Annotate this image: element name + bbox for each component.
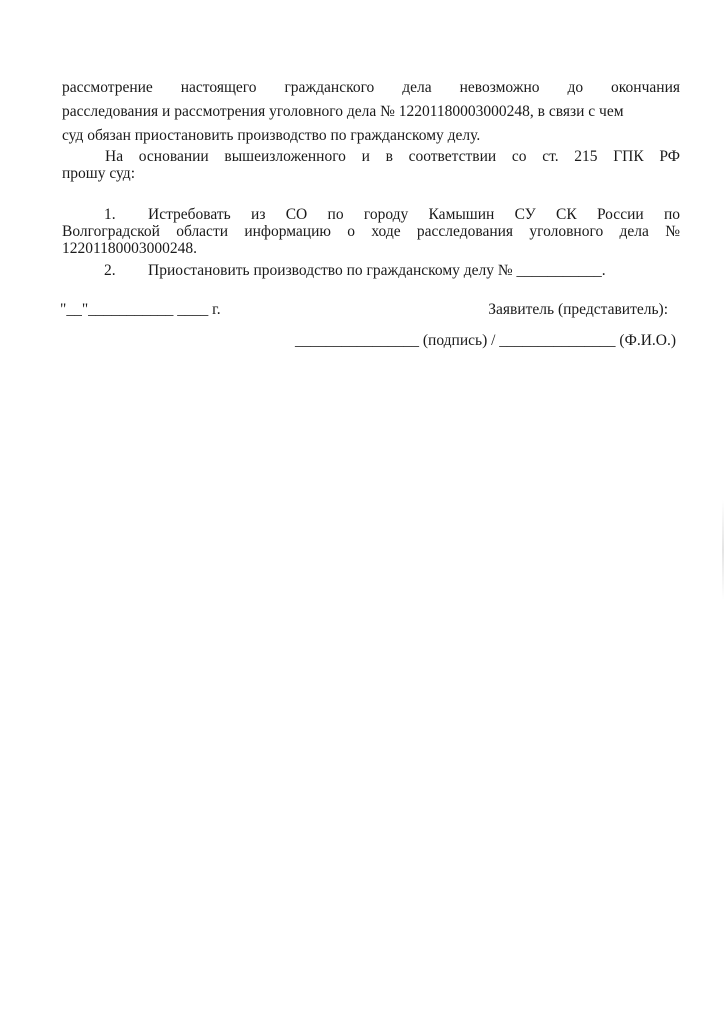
paragraph1-line3: суд обязан приостановить производство по гражданскому делу. <box>62 127 481 144</box>
paragraph1-line1: рассмотрение настоящего гражданского дела невозможно до окончания <box>62 79 680 96</box>
request-1-line2: Волгоградской области информацию о ходе расследования уголовного дела № <box>62 223 680 240</box>
paragraph2-line2: прошу суд: <box>62 165 135 182</box>
request-number-1: 1. <box>104 206 116 223</box>
signature-line: ________________ (подпись) / _______________ (Ф.И.О.) <box>295 332 676 349</box>
request-1-line3: 12201180003000248. <box>62 240 198 257</box>
request-item-2 <box>104 262 680 280</box>
applicant-label: Заявитель (представитель): <box>488 301 668 318</box>
request-1-line1: Истребовать из СО по городу Камышин СУ СК России по <box>148 206 680 223</box>
request-item-1 <box>104 206 680 224</box>
paragraph2-line1: На основании вышеизложенного и в соответствии со ст. 215 ГПК РФ <box>105 148 680 165</box>
paragraph1-line2: расследования и рассмотрения уголовного дела № 12201180003000248, в связи с чем <box>62 103 624 120</box>
request-2-line1: Приостановить производство по гражданскому делу № ___________. <box>148 262 606 279</box>
request-number-2: 2. <box>104 262 116 279</box>
date-line: "__"___________ ____ г. <box>60 301 221 318</box>
